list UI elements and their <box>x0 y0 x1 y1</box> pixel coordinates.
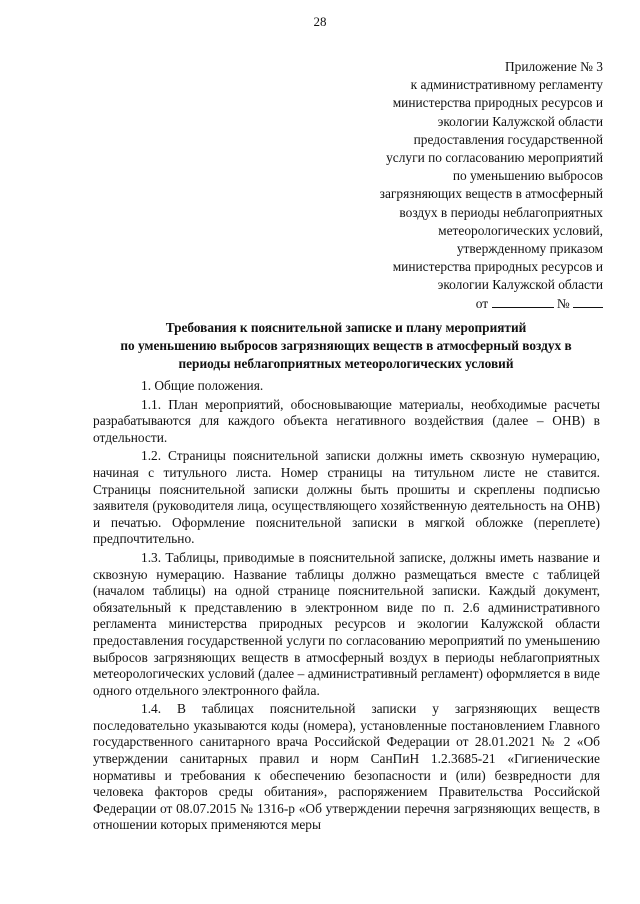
title-line: Требования к пояснительной записке и плану мероприятий <box>165 320 527 335</box>
title-line: периоды неблагоприятных метеорологических условий <box>178 356 514 371</box>
paragraph: 1.4. В таблицах пояснительной записки у загрязняющих веществ последовательно указываются коды (номера), установленные постановлением Главного государственного санитарного врача Российской Федерации от 28.01.2021 № 2 «Об утверждении санитарных правил и норм СанПиН 1.2.3685-21 «Гигиенические нормативы и требования к обеспечению безопасности и (или) безвредности для человека факторов среды обитания», распоряжением Правительства Российской Федерации от 08.07.2015 № 1316-р «Об утверждении перечня загрязняющих веществ, в отношении которых применяются меры <box>93 701 600 833</box>
appendix-line: утвержденному приказом <box>456 241 603 257</box>
appendix-line: к административному регламенту <box>410 77 603 93</box>
appendix-line: Приложение № 3 <box>504 59 603 74</box>
appendix-line: метеорологических условий, <box>438 222 603 238</box>
appendix-line: по уменьшению выбросов <box>452 168 603 184</box>
number-sign: № <box>556 295 570 311</box>
section-heading: 1. Общие положения. <box>141 378 264 393</box>
document-title <box>86 319 606 373</box>
paragraph: 1.3. Таблицы, приводимые в пояснительной записке, должны иметь название и сквозную нумерацию. Название таблицы должно размещаться вместе с таблицей (началом таблицы) на одной странице пояснительной записки. Каждый документ, обязательный к представлению в электронном виде по п. 2.6 административного регламента министерства природных ресурсов и экологии Калужской области предоставления государственной услуги по согласованию мероприятий по уменьшению выбросов загрязняющих веществ в атмосферный воздух в периоды неблагоприятных метеорологических условий (далее – административный регламент) оформляется в виде одного отдельного электронного файла. <box>93 549 600 698</box>
paragraph: 1.1. План мероприятий, обосновывающие материалы, необходимые расчеты разрабатываются для каждого объекта негативного воздействия (далее – ОНВ) в отдельности. <box>93 396 600 445</box>
document-body <box>93 378 600 836</box>
appendix-line: экологии Калужской области <box>437 277 603 293</box>
date-blank <box>492 295 554 308</box>
appendix-line: министерства природных ресурсов и <box>392 259 603 275</box>
appendix-line: экологии Калужской области <box>437 113 603 129</box>
page-number: 28 <box>313 14 327 29</box>
appendix-line: предоставления государственной <box>413 131 603 147</box>
paragraph: 1.2. Страницы пояснительной записки должны иметь сквозную нумерацию, начиная с титульного листа. Номер страницы на титульном листе не ставится. Страницы пояснительной записки должны быть прошиты и скреплены подписью заявителя (руководителя лица, осуществляющего хозяйственную деятельность на ОНВ) и печатью. Оформление пояснительной записки в мягкой обложке (переплете) предпочтительно. <box>93 448 600 547</box>
number-blank <box>573 295 603 308</box>
appendix-date-line <box>300 295 603 313</box>
date-prefix: от <box>475 295 489 311</box>
title-line: по уменьшению выбросов загрязняющих веществ в атмосферный воздух в <box>120 338 572 353</box>
appendix-line: услуги по согласованию мероприятий <box>386 150 603 166</box>
appendix-line: загрязняющих веществ в атмосферный <box>379 186 603 202</box>
appendix-line: министерства природных ресурсов и <box>392 95 603 111</box>
appendix-header <box>300 58 603 313</box>
appendix-line: воздух в периоды неблагоприятных <box>399 204 603 220</box>
